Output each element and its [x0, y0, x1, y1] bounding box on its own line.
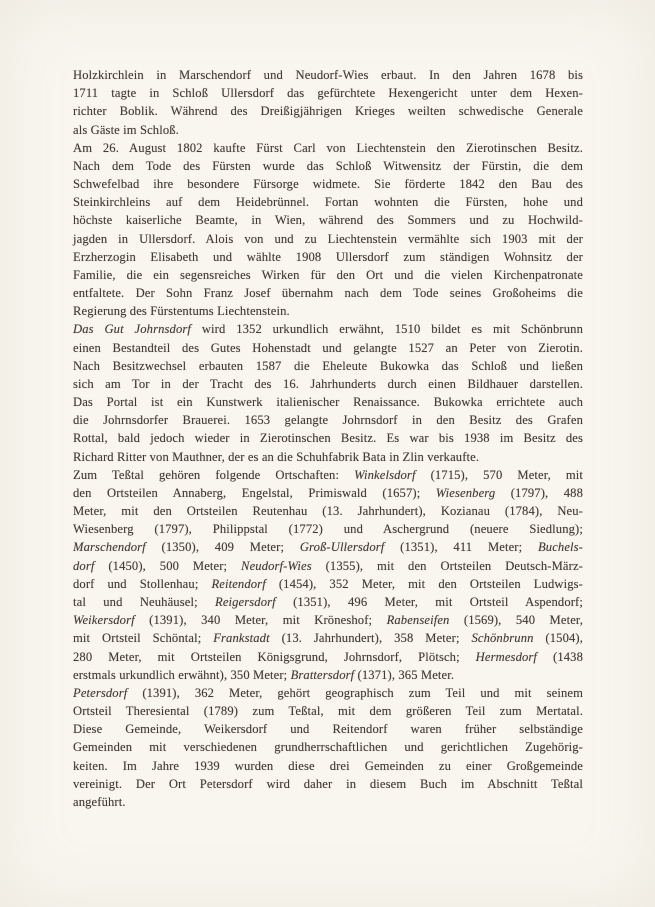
text-line — [73, 102, 583, 120]
text-run-italic: dorf — [73, 558, 95, 573]
text-run: (1371), 365 Meter. — [354, 667, 455, 682]
text-run: Erzherzogin Elisabeth und wählte 1908 Ullersdorf zum ständigen Wohnsitz der — [73, 249, 583, 264]
text-line — [73, 84, 583, 102]
text-run: als Gäste im Schloß. — [73, 122, 179, 137]
text-line — [73, 757, 583, 775]
text-run: Zum Teßtal gehören folgende Ortschaften: — [73, 467, 355, 482]
text-run: Steinkirchleins auf dem Heidebrünnel. Fortan wohnten die Fürsten, hohe und — [73, 195, 583, 210]
text-line — [73, 66, 583, 84]
text-run: Familie, die ein segensreiches Wirken für den Ort und die vielen Kirchenpatronate — [73, 267, 583, 282]
text-line — [73, 157, 583, 175]
text-run: wird 1352 urkundlich erwähnt, 1510 bildet es mit Schönbrunn — [191, 322, 583, 337]
text-run-italic: Buchels- — [537, 540, 583, 555]
text-line — [73, 121, 583, 139]
text-line — [73, 666, 583, 684]
text-run: Diese Gemeinde, Weikersdorf und Reitendorf waren früher selbständige — [73, 722, 583, 737]
text-line — [73, 502, 583, 520]
text-run: (13. Jahrhundert), 358 Meter; — [269, 631, 472, 646]
text-run: 1711 tagte in Schloß Ullersdorf das gefürchtete Hexengericht unter dem Hexen- — [73, 86, 583, 101]
text-line — [73, 429, 583, 447]
text-run: Rottal, bald jedoch wieder in Zierotinschen Besitz. Es war bis 1938 im Besitz des — [73, 431, 583, 446]
paragraph-2 — [73, 139, 583, 321]
text-line — [73, 793, 583, 811]
text-run: Ortsteil Theresiental (1789) zum Teßtal, mit dem größeren Teil zum Mertatal. — [73, 704, 583, 719]
text-line — [73, 139, 583, 157]
text-run: keiten. Im Jahre 1939 wurden diese drei Gemeinden zu einer Großgemeinde — [73, 758, 583, 773]
text-run: die Johrnsdorfer Brauerei. 1653 gelangte Johrnsdorf in den Besitz des Grafen — [73, 413, 583, 428]
text-run: Am 26. August 1802 kaufte Fürst Carl von Liechtenstein den Zierotinschen Besitz. — [73, 140, 583, 155]
text-line — [73, 230, 583, 248]
paragraph-5 — [73, 684, 583, 811]
text-run-italic: Rabenseifen — [386, 613, 450, 628]
text-run: vereinigt. Der Ort Petersdorf wird daher in diesem Buch im Abschnitt Teßtal — [73, 776, 583, 791]
text-run-italic: Brattersdorf — [290, 667, 355, 682]
text-line — [73, 738, 583, 756]
text-line — [73, 411, 583, 429]
text-run-italic: Frankstadt — [213, 631, 270, 646]
text-run-italic: Hermesdorf — [475, 649, 538, 664]
text-block — [73, 66, 583, 811]
text-run: höchste kaiserliche Beamte, in Wien, während des Sommers und zu Hochwild- — [73, 213, 583, 228]
text-run: den Ortsteilen Annaberg, Engelstal, Primiswald (1657); — [73, 485, 436, 500]
paragraph-3 — [73, 320, 583, 465]
paragraph-1 — [73, 66, 583, 139]
text-run: (1355), mit den Ortsteilen Deutsch-März- — [311, 558, 583, 573]
text-run: Gemeinden mit verschiedenen grundherrschaftlichen und gerichtlichen Zugehörig- — [73, 740, 583, 755]
text-run: entfaltete. Der Sohn Franz Josef übernahm nach dem Tode seines Großoheims die — [73, 286, 583, 301]
text-run: angeführt. — [73, 794, 126, 809]
text-run-italic: Reigersdorf — [215, 594, 276, 609]
text-run-italic: Winkelsdorf — [354, 467, 416, 482]
text-line — [73, 575, 583, 593]
text-line — [73, 175, 583, 193]
text-line — [73, 266, 583, 284]
text-line — [73, 702, 583, 720]
text-run: Nach dem Tode des Fürsten wurde das Schloß Witwensitz der Fürstin, die dem — [73, 158, 583, 173]
text-line — [73, 211, 583, 229]
paragraph-4 — [73, 466, 583, 684]
text-run: jagden in Ullersdorf. Alois von und zu Liechtenstein vermählte sich 1903 mit der — [73, 231, 583, 246]
text-run-italic: Neudorf-Wies — [241, 558, 312, 573]
text-line — [73, 393, 583, 411]
text-run: (1797), 488 — [495, 485, 583, 500]
text-run: richter Boblik. Während des Dreißigjährigen Krieges weilten schwedische Generale — [73, 104, 583, 119]
text-run-italic: Groß-Ullersdorf — [299, 540, 385, 555]
text-run-italic: Marschendorf — [73, 540, 146, 555]
text-run: (1350), 409 Meter; — [145, 540, 300, 555]
text-line — [73, 248, 583, 266]
text-line — [73, 520, 583, 538]
text-line — [73, 611, 583, 629]
text-run: (1438 — [537, 649, 583, 664]
text-run: Nach Besitzwechsel erbauten 1587 die Eheleute Bukowka das Schloß und ließen — [73, 358, 583, 373]
text-run: Richard Ritter von Mauthner, der es an die Schuhfabrik Bata in Zlin verkaufte. — [73, 449, 480, 464]
text-run: (1351), 496 Meter, mit Ortsteil Aspendorf; — [275, 594, 583, 609]
text-line — [73, 466, 583, 484]
text-run: Meter, mit den Ortsteilen Reutenhau (13. Jahrhundert), Kozianau (1784), Neu- — [73, 504, 583, 519]
text-run: 280 Meter, mit Ortsteilen Königsgrund, Johrnsdorf, Plötsch; — [73, 649, 476, 664]
text-line — [73, 375, 583, 393]
text-run: (1504), — [533, 631, 583, 646]
text-run: (1391), 340 Meter, mit Kröneshof; — [134, 613, 387, 628]
text-run: (1450), 500 Meter; — [94, 558, 242, 573]
text-line — [73, 557, 583, 575]
text-line — [73, 339, 583, 357]
text-run: (1454), 352 Meter, mit den Ortsteilen Ludwigs- — [265, 576, 583, 591]
text-line — [73, 302, 583, 320]
text-line — [73, 648, 583, 666]
text-run: Schwefelbad ihre besondere Fürsorge widmete. Sie förderte 1842 den Bau des — [73, 177, 583, 192]
text-run: mit Ortsteil Schöntal; — [73, 631, 214, 646]
text-line — [73, 193, 583, 211]
text-run-italic: Das Gut Johrnsdorf — [73, 322, 192, 337]
text-run: Regierung des Fürstentums Liechtenstein. — [73, 304, 290, 319]
text-run: (1351), 411 Meter; — [384, 540, 538, 555]
text-line — [73, 593, 583, 611]
text-run: (1569), 540 Meter, — [449, 613, 583, 628]
text-run-italic: Reitendorf — [211, 576, 266, 591]
text-run: dorf und Stollenhau; — [73, 576, 212, 591]
text-line — [73, 629, 583, 647]
text-run-italic: Petersdorf — [73, 685, 128, 700]
text-run-italic: Wiesenberg — [435, 485, 496, 500]
text-run: sich am Tor in der Tracht des 16. Jahrhunderts durch einen Bildhauer darstellen. — [73, 376, 583, 391]
text-run: einen Bestandteil des Gutes Hohenstadt und gelangte 1527 an Peter von Zierotin. — [73, 340, 583, 355]
text-line — [73, 484, 583, 502]
text-line — [73, 775, 583, 793]
text-run-italic: Schönbrunn — [471, 631, 534, 646]
text-run: tal und Neuhäusel; — [73, 594, 215, 609]
text-line — [73, 720, 583, 738]
text-line — [73, 538, 583, 556]
text-run: (1715), 570 Meter, mit — [415, 467, 583, 482]
text-line — [73, 320, 583, 338]
text-run: Wiesenberg (1797), Philippstal (1772) und Aschergrund (neuere Siedlung); — [73, 522, 583, 537]
text-line — [73, 684, 583, 702]
text-run: Das Portal ist ein Kunstwerk italienischer Renaissance. Bukowka errichtete auch — [73, 395, 583, 410]
text-line — [73, 448, 583, 466]
text-run: erstmals urkundlich erwähnt), 350 Meter; — [73, 667, 291, 682]
text-run-italic: Weikersdorf — [73, 613, 135, 628]
text-line — [73, 357, 583, 375]
text-run: Holzkirchlein in Marschendorf und Neudorf-Wies erbaut. In den Jahren 1678 bis — [73, 68, 583, 82]
text-line — [73, 284, 583, 302]
text-run: (1391), 362 Meter, gehört geographisch zum Teil und mit seinem — [127, 685, 583, 700]
